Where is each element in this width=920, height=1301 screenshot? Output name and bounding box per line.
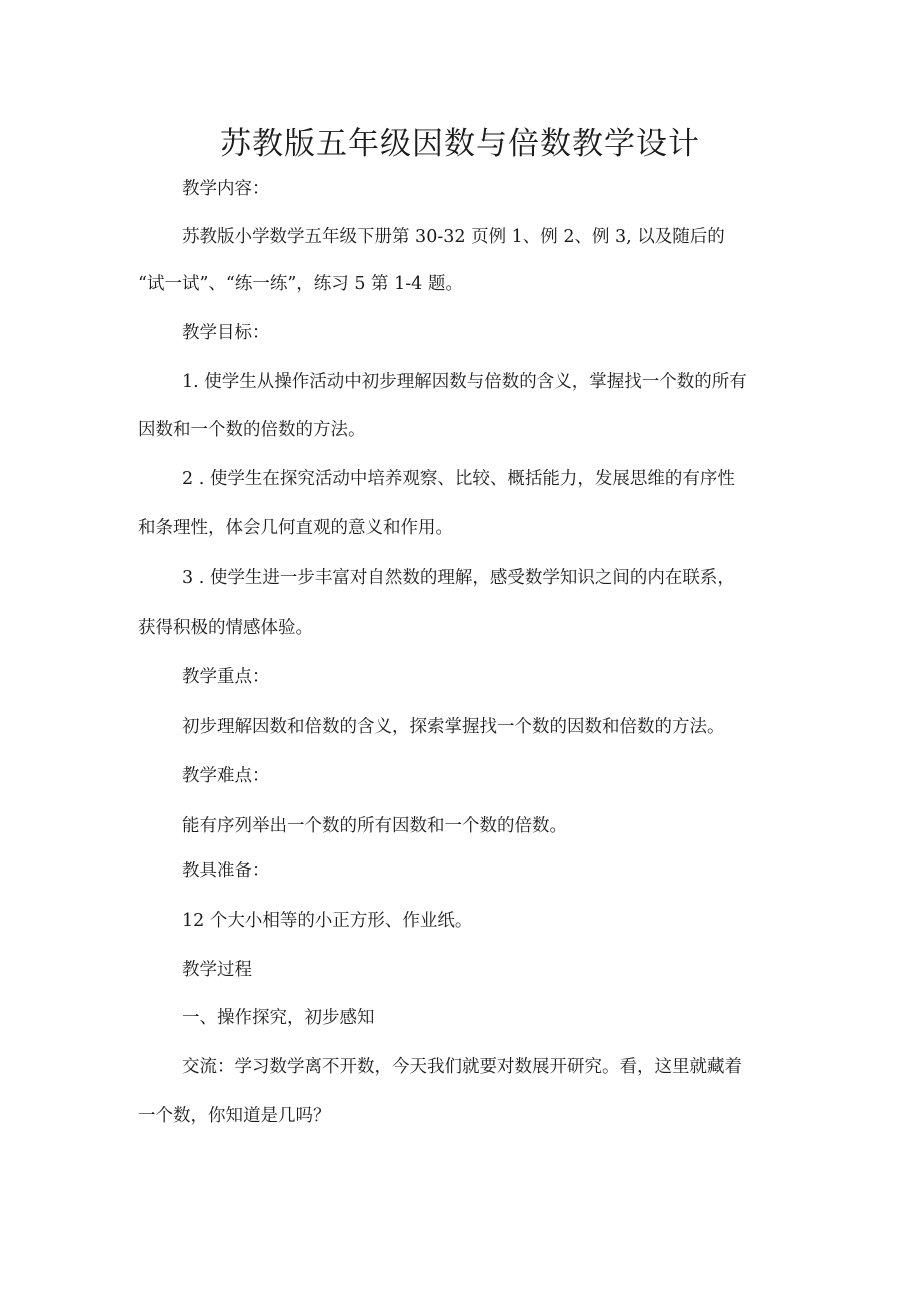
paragraph-line: 2 . 使学生在探究活动中培养观察、比较、概括能力，发展思维的有序性 — [182, 469, 735, 489]
heading-key-points: 教学重点： — [182, 667, 270, 687]
paragraph-line: “试一试”、“练一练”，练习 5 第 1-4 题。 — [138, 274, 463, 294]
paragraph-line: 能有序列举出一个数的所有因数和一个数的倍数。 — [182, 816, 567, 836]
heading-difficulties: 教学难点： — [182, 766, 270, 786]
section-heading: 一、操作探究，初步感知 — [182, 1008, 375, 1028]
heading-teaching-content: 教学内容： — [182, 179, 270, 199]
heading-process: 教学过程 — [182, 960, 252, 980]
paragraph-line: 12 个大小相等的小正方形、作业纸。 — [182, 911, 473, 931]
paragraph-line: 获得积极的情感体验。 — [138, 618, 313, 638]
paragraph-line: 因数和一个数的倍数的方法。 — [138, 420, 366, 440]
paragraph-line: 初步理解因数和倍数的含义，探索掌握找一个数的因数和倍数的方法。 — [182, 717, 725, 737]
paragraph-line: 交流：学习数学离不开数，今天我们就要对数展开研究。看，这里就藏着 — [182, 1057, 742, 1077]
paragraph-line: 3 . 使学生进一步丰富对自然数的理解，感受数学知识之间的内在联系， — [182, 568, 735, 588]
paragraph-line: 1. 使学生从操作活动中初步理解因数与倍数的含义，掌握找一个数的所有 — [182, 372, 747, 392]
heading-materials: 教具准备： — [182, 861, 270, 881]
document-title: 苏教版五年级因数与倍数教学设计 — [220, 126, 700, 162]
heading-teaching-goals: 教学目标： — [182, 323, 270, 343]
paragraph-line: 苏教版小学数学五年级下册第 30-32 页例 1、例 2、例 3, 以及随后的 — [182, 227, 725, 247]
paragraph-line: 和条理性，体会几何直观的意义和作用。 — [138, 518, 453, 538]
paragraph-line: 一个数，你知道是几吗？ — [138, 1106, 331, 1126]
